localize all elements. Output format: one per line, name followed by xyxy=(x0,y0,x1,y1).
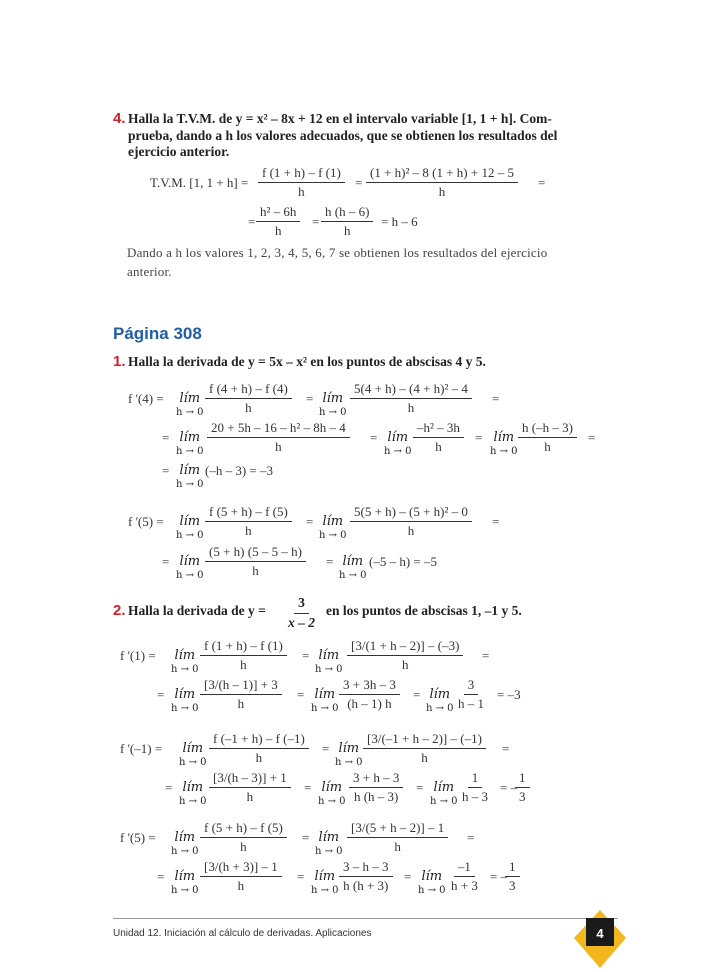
numerator: h (–h – 3) xyxy=(518,420,577,438)
lim-word: lím xyxy=(179,554,201,569)
lim-word: lím xyxy=(174,648,196,663)
denominator: h xyxy=(245,523,252,538)
equals: = xyxy=(306,391,314,406)
problem-number-2: 2. xyxy=(113,602,126,619)
problem-2-statement-b: en los puntos de abscisas 1, –1 y 5. xyxy=(326,603,522,618)
denominator: h + 3 xyxy=(451,878,478,893)
result: = –3 xyxy=(497,687,521,702)
fraction xyxy=(347,638,463,673)
lim-word: lím xyxy=(318,830,340,845)
denominator: h xyxy=(407,523,415,538)
lim-word: lím xyxy=(493,430,515,445)
numerator: f (5 + h) – f (5) xyxy=(200,820,287,838)
derivative-label: f '(1) = xyxy=(120,648,156,663)
fraction xyxy=(350,381,472,416)
numerator: (5 + h) (5 – 5 – h) xyxy=(205,544,306,562)
lim-sub: h → 0 xyxy=(176,446,204,457)
result-sign: = – xyxy=(500,780,518,795)
equals: = xyxy=(482,648,490,663)
equals: = xyxy=(297,869,305,884)
denominator: h (h + 3) xyxy=(343,878,389,893)
limit xyxy=(418,869,446,896)
numerator: [3/(h – 3)] + 1 xyxy=(209,770,291,788)
lim-sub: h → 0 xyxy=(176,530,204,541)
numerator: 3 + 3h – 3 xyxy=(339,677,400,695)
equals: = xyxy=(162,463,170,478)
numerator: 1 xyxy=(505,859,520,877)
problem-4-statement xyxy=(128,111,628,161)
numerator: 1 xyxy=(468,770,483,788)
lim-word: lím xyxy=(174,687,196,702)
denominator: h xyxy=(237,878,245,893)
lim-sub: h → 0 xyxy=(319,407,347,418)
lim-sub: h → 0 xyxy=(176,407,204,418)
fraction xyxy=(363,731,486,766)
lim-sub: h → 0 xyxy=(315,846,343,857)
numerator: 3 xyxy=(294,595,309,614)
equals: = xyxy=(492,391,500,406)
fraction xyxy=(200,677,282,712)
denominator: h xyxy=(237,696,245,711)
lim-sub: h → 0 xyxy=(339,570,367,581)
numerator: [3/(–1 + h – 2)] – (–1) xyxy=(363,731,486,749)
denominator: h xyxy=(240,657,247,672)
numerator: [3/(h – 1)] + 3 xyxy=(200,677,282,695)
lim-sub: h → 0 xyxy=(171,664,199,675)
lim-sub: h → 0 xyxy=(171,885,199,896)
lim-sub: h → 0 xyxy=(171,846,199,857)
limit xyxy=(311,687,339,714)
numerator: [3/(5 + h – 2)] – 1 xyxy=(347,820,448,838)
lim-word: lím xyxy=(182,741,204,756)
problem-1-statement: Halla la derivada de y = 5x – x² en los puntos de abscisas 4 y 5. xyxy=(128,354,486,369)
lim-sub: h → 0 xyxy=(179,757,207,768)
equals: = xyxy=(413,687,421,702)
lim-sub: h → 0 xyxy=(176,570,204,581)
denominator: x – 2 xyxy=(288,614,315,630)
lim-sub: h → 0 xyxy=(418,885,446,896)
fraction xyxy=(200,859,282,894)
numerator: 3 + h – 3 xyxy=(349,770,403,788)
limit xyxy=(426,687,454,714)
fraction xyxy=(366,165,518,200)
lim-word: lím xyxy=(342,554,364,569)
denominator: h xyxy=(252,563,259,578)
limit xyxy=(319,514,347,541)
limit xyxy=(176,514,204,541)
fraction xyxy=(209,731,309,766)
limit xyxy=(171,648,199,675)
numerator: 5(5 + h) – (5 + h)² – 0 xyxy=(350,504,472,522)
denominator: h xyxy=(343,223,351,238)
denominator: h xyxy=(245,400,252,415)
denominator: (h – 1) h xyxy=(347,696,392,711)
numerator: –h² – 3h xyxy=(413,420,464,438)
function-fraction xyxy=(284,595,319,631)
result-sign: = – xyxy=(490,869,508,884)
numerator: 20 + 5h – 16 – h² – 8h – 4 xyxy=(207,420,350,438)
problem-4-line-3: ejercicio anterior. xyxy=(128,144,230,159)
limit xyxy=(179,741,207,768)
equals: = xyxy=(165,780,173,795)
equals: = xyxy=(475,430,483,445)
denominator: 3 xyxy=(519,789,526,804)
lim-word: lím xyxy=(174,830,196,845)
numerator: h² – 6h xyxy=(256,204,300,222)
lim-word: lím xyxy=(322,514,344,529)
equals: = xyxy=(322,741,330,756)
result-fraction xyxy=(515,770,530,805)
numerator: f (1 + h) – f (1) xyxy=(258,165,345,183)
lim-word: lím xyxy=(321,780,343,795)
equals: = xyxy=(416,780,424,795)
lim-word: lím xyxy=(338,741,360,756)
denominator: h – 3 xyxy=(462,789,488,804)
note-line-1: Dando a h los valores 1, 2, 3, 4, 5, 6, 7 se obtienen los resultados del ejercicio xyxy=(127,245,548,260)
equals: = xyxy=(502,741,510,756)
limit xyxy=(176,554,204,581)
numerator: f (–1 + h) – f (–1) xyxy=(209,731,309,749)
fraction xyxy=(458,770,492,805)
equals: = xyxy=(302,648,310,663)
problem-4-note xyxy=(127,243,627,281)
lim-word: lím xyxy=(322,391,344,406)
limit xyxy=(171,830,199,857)
denominator: h xyxy=(401,657,409,672)
limit xyxy=(176,391,204,418)
lim-word: lím xyxy=(174,869,196,884)
problem-number-1: 1. xyxy=(113,353,126,370)
lim-sub: h → 0 xyxy=(426,703,454,714)
equals: = xyxy=(588,430,596,445)
equals: = xyxy=(162,554,170,569)
fraction xyxy=(347,820,448,855)
equals: = xyxy=(248,214,256,229)
lim-sub: h → 0 xyxy=(311,703,339,714)
fraction xyxy=(200,820,287,855)
lim-word: lím xyxy=(314,687,336,702)
lim-word: lím xyxy=(433,780,455,795)
equals: = xyxy=(467,830,475,845)
numerator: –1 xyxy=(454,859,475,877)
lim-sub: h → 0 xyxy=(311,885,339,896)
fraction xyxy=(447,859,482,894)
equals: = xyxy=(297,687,305,702)
fraction xyxy=(200,638,287,673)
limit xyxy=(311,869,339,896)
fraction xyxy=(413,420,464,455)
lim-word: lím xyxy=(182,780,204,795)
equals: = xyxy=(404,869,412,884)
limit xyxy=(171,687,199,714)
limit xyxy=(315,830,343,857)
fraction xyxy=(256,204,300,239)
lim-word: lím xyxy=(318,648,340,663)
fraction xyxy=(321,204,373,239)
denominator: h xyxy=(274,223,282,238)
lim-word: lím xyxy=(387,430,409,445)
problem-2-statement-a: Halla la derivada de y = xyxy=(128,603,266,618)
denominator: h xyxy=(246,789,254,804)
lim-sub: h → 0 xyxy=(319,530,347,541)
fraction xyxy=(205,544,306,579)
fraction xyxy=(339,677,400,712)
lim-word: lím xyxy=(179,391,201,406)
equals: = xyxy=(302,830,310,845)
denominator: h (h – 3) xyxy=(353,789,399,804)
equals: = xyxy=(355,175,363,190)
fraction xyxy=(339,859,393,894)
equals: = xyxy=(370,430,378,445)
lim-word: lím xyxy=(314,869,336,884)
limit-result: (–5 – h) = –5 xyxy=(369,554,437,569)
limit xyxy=(384,430,412,457)
numerator: 3 – h – 3 xyxy=(339,859,393,877)
lim-sub: h → 0 xyxy=(171,703,199,714)
denominator: h xyxy=(394,839,401,854)
limit xyxy=(430,780,458,807)
lim-sub: h → 0 xyxy=(384,446,412,457)
denominator: h xyxy=(438,184,446,199)
problem-4-line-2: prueba, dando a h los valores adecuados, que se obtienen los resultados del xyxy=(128,127,558,143)
equals: = xyxy=(312,214,320,229)
denominator: h xyxy=(407,400,415,415)
fraction xyxy=(349,770,403,805)
equals: = xyxy=(306,514,314,529)
limit-result: (–h – 3) = –3 xyxy=(205,463,273,478)
fraction xyxy=(350,504,472,539)
equals: = xyxy=(326,554,334,569)
denominator: h xyxy=(275,439,282,454)
denominator: h xyxy=(421,750,428,765)
lim-word: lím xyxy=(179,514,201,529)
numerator: f (5 + h) – f (5) xyxy=(205,504,292,522)
numerator: 5(4 + h) – (4 + h)² – 4 xyxy=(350,381,472,399)
problem-number-4: 4. xyxy=(113,110,126,127)
limit xyxy=(171,869,199,896)
denominator: h – 1 xyxy=(458,696,484,711)
equals: = xyxy=(492,514,500,529)
fraction xyxy=(258,165,345,200)
problem-4-line-1: Halla la T.V.M. de y = x² – 8x + 12 en el intervalo variable [1, 1 + h]. Com- xyxy=(128,111,552,126)
limit xyxy=(318,780,346,807)
lim-sub: h → 0 xyxy=(176,479,204,490)
denominator: h xyxy=(298,184,305,199)
fraction xyxy=(454,677,488,712)
numerator: h (h – 6) xyxy=(321,204,373,222)
fraction xyxy=(209,770,291,805)
limit xyxy=(335,741,363,768)
lim-sub: h → 0 xyxy=(490,446,518,457)
result: = h – 6 xyxy=(381,214,418,229)
equals: = xyxy=(157,687,165,702)
lim-word: lím xyxy=(429,687,451,702)
note-line-2: anterior. xyxy=(127,264,172,279)
equals: = xyxy=(162,430,170,445)
fraction xyxy=(207,420,350,455)
fraction xyxy=(205,381,292,416)
derivative-label: f '(4) = xyxy=(128,391,164,406)
denominator: 3 xyxy=(509,878,516,893)
denominator: h xyxy=(544,439,551,454)
numerator: 3 xyxy=(464,677,479,695)
limit xyxy=(319,391,347,418)
lim-sub: h → 0 xyxy=(318,796,346,807)
numerator: f (1 + h) – f (1) xyxy=(200,638,287,656)
derivative-label: f '(–1) = xyxy=(120,741,163,756)
limit xyxy=(315,648,343,675)
limit xyxy=(176,430,204,457)
limit xyxy=(490,430,518,457)
denominator: h xyxy=(435,439,442,454)
limit xyxy=(339,554,367,581)
page-heading: Página 308 xyxy=(113,324,202,343)
page-number: 4 xyxy=(596,926,604,941)
numerator: [3/(1 + h – 2)] – (–3) xyxy=(347,638,463,656)
numerator: f (4 + h) – f (4) xyxy=(205,381,292,399)
limit xyxy=(176,463,204,490)
lim-word: lím xyxy=(179,463,201,478)
result-fraction xyxy=(505,859,520,894)
footer-rule xyxy=(113,918,618,919)
equals: = xyxy=(538,175,546,190)
equals: = xyxy=(304,780,312,795)
limit xyxy=(179,780,207,807)
fraction xyxy=(205,504,292,539)
numerator: (1 + h)² – 8 (1 + h) + 12 – 5 xyxy=(366,165,518,183)
numerator: 1 xyxy=(515,770,530,788)
tvm-label: T.V.M. [1, 1 + h] = xyxy=(150,175,249,190)
lim-sub: h → 0 xyxy=(430,796,458,807)
denominator: h xyxy=(255,750,263,765)
lim-sub: h → 0 xyxy=(335,757,363,768)
lim-sub: h → 0 xyxy=(315,664,343,675)
lim-word: lím xyxy=(179,430,201,445)
fraction xyxy=(518,420,577,455)
derivative-label: f '(5) = xyxy=(120,830,156,845)
numerator: [3/(h + 3)] – 1 xyxy=(200,859,282,877)
lim-sub: h → 0 xyxy=(179,796,207,807)
denominator: h xyxy=(240,839,247,854)
footer-text: Unidad 12. Iniciación al cálculo de derivadas. Aplicaciones xyxy=(113,928,372,939)
equals: = xyxy=(157,869,165,884)
derivative-label: f '(5) = xyxy=(128,514,164,529)
lim-word: lím xyxy=(421,869,443,884)
